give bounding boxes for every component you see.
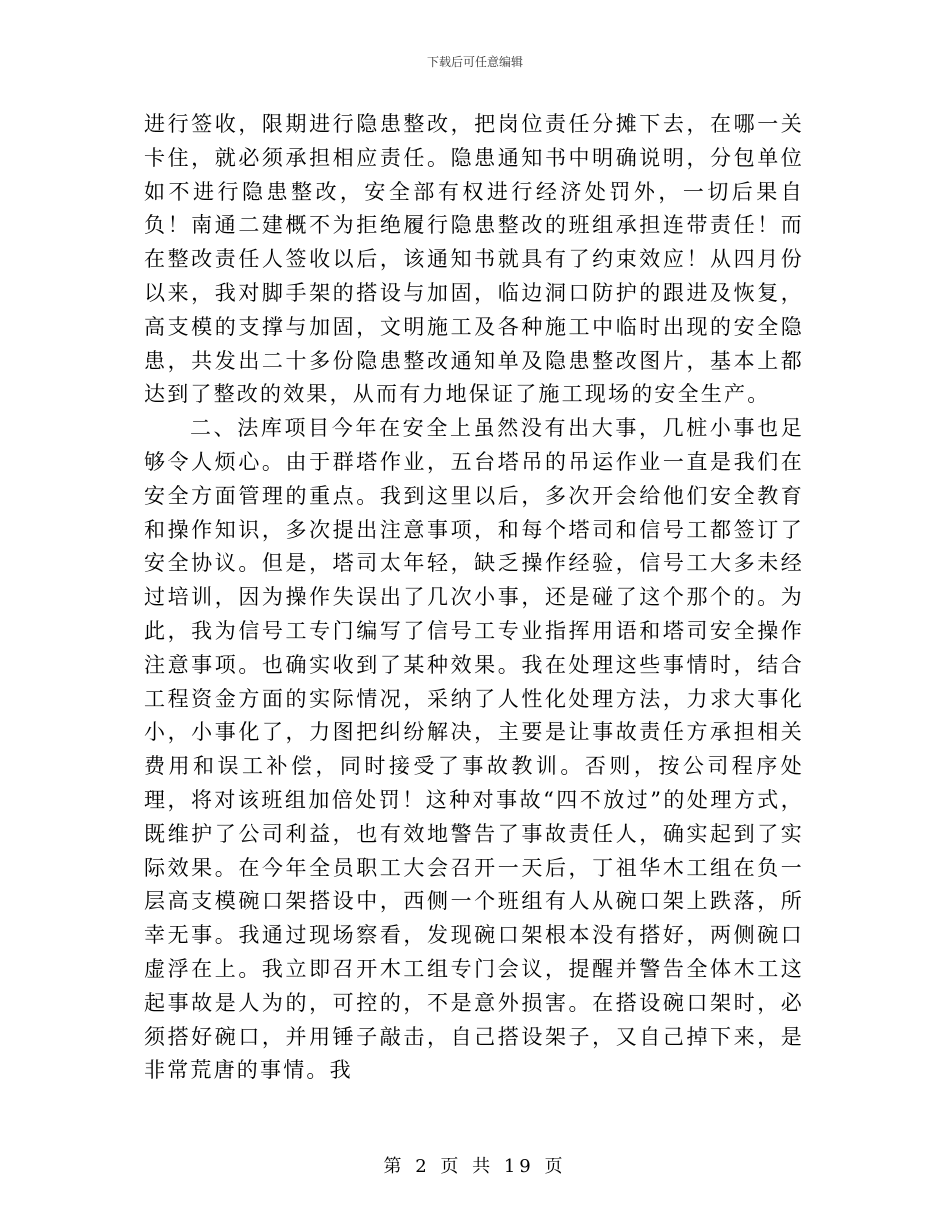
- document-body: [144, 108, 804, 1088]
- page-number: 第 2 页 共 19 页: [383, 1156, 567, 1177]
- page-header-note: 下载后可任意编辑: [426, 55, 523, 69]
- paragraph-1: 进行签收，限期进行隐患整改，把岗位责任分摊下去，在哪一关卡住，就必须承担相应责任。隐患通知书中明确说明，分包单位如不进行隐患整改，安全部有权进行经济处罚外，一切后果自负！南通二建概不为拒绝履行隐患整改的班组承担连带责任！而在整改责任人签收以后，该通知书就具有了约束效应！从四月份以来，我对脚手架的搭设与加固，临边洞口防护的跟进及恢复，高支模的支撑与加固，文明施工及各种施工中临时出现的安全隐患，共发出二十多份隐患整改通知单及隐患整改图片，基本上都达到了整改的效果，从而有力地保证了施工现场的安全生产。: [144, 112, 804, 407]
- paragraph-2: 二、法库项目今年在安全上虽然没有出大事，几桩小事也足够令人烦心。由于群塔作业，五台塔吊的吊运作业一直是我们在安全方面管理的重点。我到这里以后，多次开会给他们安全教育和操作知识，多次提出注意事项，和每个塔司和信号工都签订了安全协议。但是，塔司太年轻，缺乏操作经验，信号工大多未经过培训，因为操作失误出了几次小事，还是碰了这个那个的。为此，我为信号工专门编写了信号工专业指挥用语和塔司安全操作注意事项。也确实收到了某种效果。我在处理这些事情时，结合工程资金方面的实际情况，采纳了人性化处理方法，力求大事化小，小事化了，力图把纠纷解决，主要是让事故责任方承担相关费用和误工补偿，同时接受了事故教训。否则，按公司程序处理，将对该班组加倍处罚！这种对事故“四不放过”的处理方式，既维护了公司利益，也有效地警告了事故责任人，确实起到了实际效果。在今年全员职工大会召开一天后，丁祖华木工组在负一层高支模碗口架搭设中，西侧一个班组有人从碗口架上跌落，所幸无事。我通过现场察看，发现碗口架根本没有搭好，两侧碗口虚浮在上。我立即召开木工组专门会议，提醒并警告全体木工这起事故是人为的，可控的，不是意外损害。在搭设碗口架时，必须搭好碗口，并用锤子敲击，自己搭设架子，又自己掉下来，是非常荒唐的事情。我: [144, 416, 804, 1083]
